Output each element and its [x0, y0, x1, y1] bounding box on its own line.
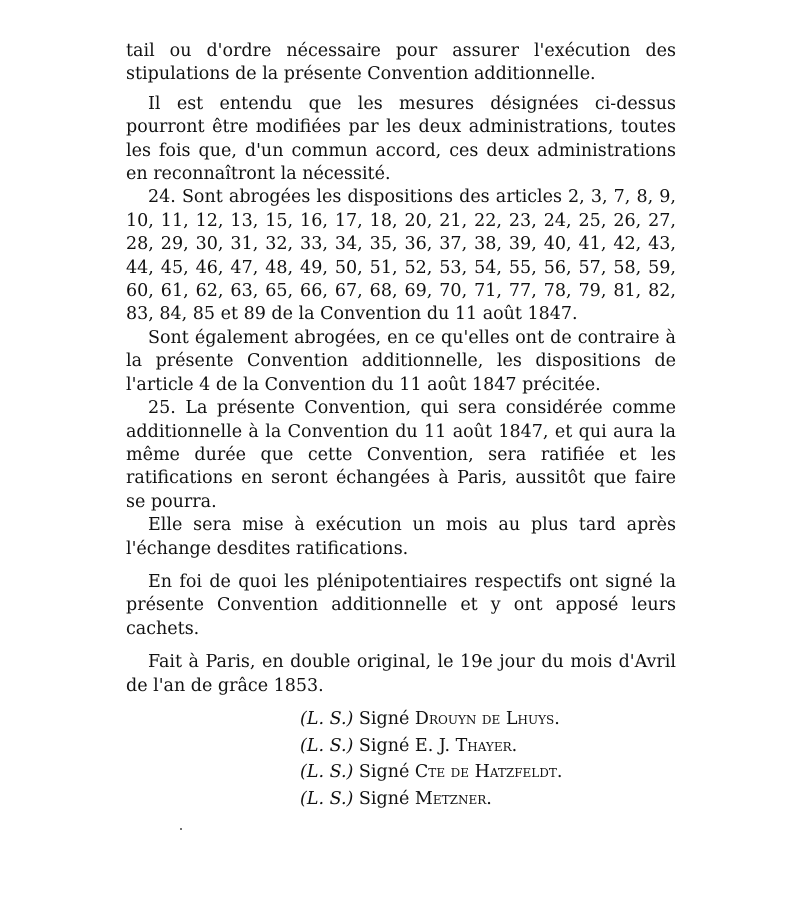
signatory-name: Cte de Hatzfeldt. [414, 762, 563, 782]
paragraph-done-at-paris: Fait à Paris, en double original, le 19e jour du mois d'Avril de l'an de grâce 1853. [126, 652, 676, 696]
paragraph-execution: Elle sera mise à exécution un mois au plus tard après l'échange desdites ratifications. [126, 515, 676, 559]
seal-mark: (L. S.) [300, 709, 354, 729]
signatory-name: Metzner. [414, 788, 492, 809]
signature-line [300, 706, 562, 733]
paragraph-measures: Il est entendu que les mesures désignées ci-dessus pourront être modifiées par les deux administrations, toutes les fois que, d'un commun accord, ces deux administrations en reconnaîtront la nécessité. [126, 93, 676, 185]
seal-mark: (L. S.) [300, 788, 354, 809]
signed-word: Signé [358, 735, 410, 756]
signature-block [300, 706, 562, 812]
signature-line [300, 786, 562, 813]
signatory-name: E. J. Thayer. [414, 735, 518, 756]
signatory-name: Drouyn de Lhuys. [414, 709, 560, 729]
paragraph-abrogation: Sont également abrogées, en ce qu'elles ont de contraire à la présente Convention additionnelle, les dispositions de l'article 4 de la Convention du 11 août 1847 précitée. [126, 327, 676, 395]
signature-line [300, 759, 562, 786]
paragraph-article-25: 25. La présente Convention, qui sera considérée comme additionnelle à la Convention du 11 août 1847, et qui aura la même durée que cette Convention, sera ratifiée et les ratifications en seront échangées à Paris, aussitôt que faire se pourra. [126, 398, 676, 512]
signed-word: Signé [358, 788, 410, 809]
paragraph-continuation: tail ou d'ordre nécessaire pour assurer l'exécution des stipulations de la présente Convention additionnelle. [126, 41, 676, 85]
signed-word: Signé [358, 709, 410, 729]
seal-mark: (L. S.) [300, 735, 354, 756]
document-body [126, 40, 676, 698]
paragraph-article-24: 24. Sont abrogées les dispositions des articles 2, 3, 7, 8, 9, 10, 11, 12, 13, 15, 16, 17, 18, 20, 21, 22, 23, 24, 25, 26, 27, 28, 29, 30, 31, 32, 33, 34, 35, 36, 37, 38, 39, 40, 41, 42, 43, 44, 45, 46, 47, 48, 49, 50, 51, 52, 53, 54, 55, 56, 57, 58, 59, 60, 61, 62, 63, 65, 66, 67, 68, 69, 70, 71, 77, 78, 79, 81, 82, 83, 84, 85 et 89 de la Convention du 11 août 1847. [126, 187, 676, 325]
signature-line [300, 733, 562, 760]
ink-speck [180, 828, 182, 830]
paragraph-in-witness: En foi de quoi les plénipotentiaires respectifs ont signé la présente Convention additionnelle et y ont apposé leurs cachets. [126, 571, 676, 639]
signed-word: Signé [358, 762, 410, 782]
seal-mark: (L. S.) [300, 762, 354, 782]
